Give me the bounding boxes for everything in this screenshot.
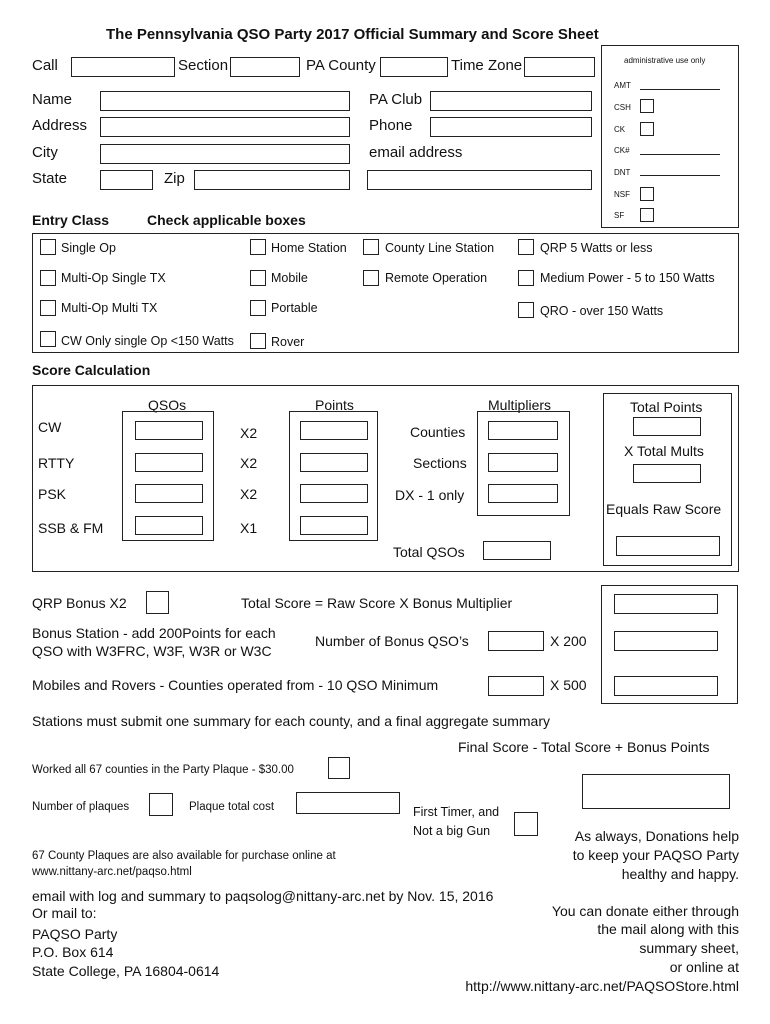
admin-csh-label: CSH — [614, 103, 631, 112]
home-station-checkbox[interactable] — [250, 239, 266, 255]
num-bonus-qsos-label: Number of Bonus QSO’s — [315, 633, 469, 649]
admin-ck-label: CK — [614, 125, 626, 134]
county-line-label: County Line Station — [385, 241, 495, 255]
email-instructions: email with log and summary to paqsolog@nittany-arc.net by Nov. 15, 2016 — [32, 888, 494, 904]
qsos-rtty-field[interactable] — [135, 453, 203, 472]
points-heading: Points — [315, 397, 354, 413]
points-psk-field[interactable] — [300, 484, 368, 503]
factor-ssb: X1 — [240, 520, 258, 536]
entry-class-subheading: Check applicable boxes — [147, 212, 306, 228]
email-label: email address — [369, 144, 463, 161]
city-field[interactable] — [100, 144, 350, 164]
home-station-label: Home Station — [271, 241, 347, 255]
bonus-station-line2: QSO with W3FRC, W3F, W3R or W3C — [32, 643, 272, 659]
multi-op-single-tx-label: Multi-Op Single TX — [61, 271, 166, 285]
admin-dnt-line[interactable] — [640, 175, 720, 176]
single-op-checkbox[interactable] — [40, 239, 56, 255]
qrp-bonus-label: QRP Bonus X2 — [32, 595, 127, 611]
counties-label: Counties — [410, 424, 466, 440]
mode-cw: CW — [38, 419, 62, 435]
plaque-cost-label: Plaque total cost — [189, 801, 275, 813]
mode-ssb-fm: SSB & FM — [38, 520, 104, 536]
admin-nsf-label: NSF — [614, 190, 630, 199]
state-field[interactable] — [100, 170, 153, 190]
page-title: The Pennsylvania QSO Party 2017 Official Summary and Score Sheet — [106, 26, 599, 43]
num-plaques-field[interactable] — [149, 793, 173, 816]
zip-label: Zip — [164, 170, 185, 187]
admin-amt-line[interactable] — [640, 89, 720, 90]
medium-power-label: Medium Power - 5 to 150 Watts — [540, 271, 715, 285]
total-qsos-label: Total QSOs — [393, 544, 465, 560]
points-cw-field[interactable] — [300, 421, 368, 440]
portable-checkbox[interactable] — [250, 300, 266, 316]
admin-sf-label: SF — [614, 211, 625, 220]
mobile-label: Mobile — [271, 271, 308, 285]
raw-score-field[interactable] — [616, 536, 720, 556]
qrp-bonus-checkbox[interactable] — [146, 591, 169, 614]
sections-field[interactable] — [488, 453, 558, 472]
multi-op-multi-tx-label: Multi-Op Multi TX — [61, 301, 158, 315]
total-score-field[interactable] — [614, 594, 718, 614]
mobiles-counties-field[interactable] — [488, 676, 544, 696]
admin-heading: administrative use only — [624, 56, 706, 65]
factor-psk: X2 — [240, 486, 258, 502]
donations-line1: As always, Donations help — [574, 828, 739, 844]
donations-url[interactable]: http://www.nittany-arc.net/PAQSOStore.html — [465, 978, 739, 994]
factor-rtty: X2 — [240, 455, 258, 471]
total-qsos-field[interactable] — [483, 541, 551, 560]
score-calc-heading: Score Calculation — [32, 362, 151, 378]
admin-nsf-checkbox[interactable] — [640, 187, 654, 201]
factor-cw: X2 — [240, 425, 258, 441]
pa-club-label: PA Club — [369, 91, 423, 108]
plaque-cost-field[interactable] — [296, 792, 400, 814]
donations-line4: You can donate either through — [551, 903, 739, 919]
multi-op-multi-tx-checkbox[interactable] — [40, 300, 56, 316]
state-label: State — [32, 170, 68, 187]
donations-line2: to keep your PAQSO Party — [572, 847, 739, 863]
qsos-ssb-field[interactable] — [135, 516, 203, 535]
qrp-checkbox[interactable] — [518, 239, 534, 255]
admin-box — [601, 45, 739, 228]
name-field[interactable] — [100, 91, 350, 111]
multi-op-single-tx-checkbox[interactable] — [40, 270, 56, 286]
single-op-label: Single Op — [61, 241, 116, 255]
first-timer-line1: First Timer, and — [413, 805, 500, 819]
city-label: City — [32, 144, 58, 161]
x200-label: X 200 — [550, 633, 587, 649]
donations-line6: summary sheet, — [639, 940, 739, 956]
section-field[interactable] — [230, 57, 300, 77]
total-points-label: Total Points — [630, 399, 703, 415]
donations-line7: or online at — [669, 959, 739, 975]
mailing-city: State College, PA 16804-0614 — [32, 963, 220, 979]
admin-sf-checkbox[interactable] — [640, 208, 654, 222]
multipliers-heading: Multipliers — [488, 397, 552, 413]
county-plaques-line2: www.nittany-arc.net/paqso.html — [32, 866, 192, 878]
county-plaques-line1: 67 County Plaques are also available for purchase online at — [32, 850, 336, 862]
name-label: Name — [32, 91, 73, 108]
points-rtty-field[interactable] — [300, 453, 368, 472]
qsos-cw-field[interactable] — [135, 421, 203, 440]
final-score-field[interactable] — [582, 774, 730, 809]
phone-field[interactable] — [430, 117, 592, 137]
section-label: Section — [178, 57, 229, 74]
total-points-field[interactable] — [633, 417, 701, 436]
mode-rtty: RTTY — [38, 455, 75, 471]
phone-label: Phone — [369, 117, 413, 134]
dx-field[interactable] — [488, 484, 558, 503]
x500-label: X 500 — [550, 677, 587, 693]
qsos-psk-field[interactable] — [135, 484, 203, 503]
first-timer-line2: Not a big Gun — [413, 824, 491, 838]
total-mults-field[interactable] — [633, 464, 701, 483]
worked-all-label: Worked all 67 counties in the Party Plaque - $30.00 — [32, 764, 294, 776]
cw-only-checkbox[interactable] — [40, 331, 56, 347]
portable-label: Portable — [271, 301, 318, 315]
sections-label: Sections — [413, 455, 467, 471]
admin-ckno-line[interactable] — [640, 154, 720, 155]
submit-note: Stations must submit one summary for each county, and a final aggregate summary — [32, 713, 550, 729]
cw-only-label: CW Only single Op <150 Watts — [61, 334, 234, 348]
first-timer-checkbox[interactable] — [514, 812, 538, 836]
donations-line5: the mail along with this — [597, 921, 739, 937]
or-mail-to: Or mail to: — [32, 905, 97, 921]
donations-line3: healthy and happy. — [621, 866, 739, 882]
call-field[interactable] — [71, 57, 175, 77]
mailing-name: PAQSO Party — [32, 926, 118, 942]
mobile-checkbox[interactable] — [250, 270, 266, 286]
total-score-formula: Total Score = Raw Score X Bonus Multiplier — [241, 595, 513, 611]
rover-label: Rover — [271, 335, 305, 349]
address-label: Address — [32, 117, 88, 134]
call-label: Call — [32, 57, 58, 74]
worked-all-checkbox[interactable] — [328, 757, 350, 779]
pa-county-label: PA County — [306, 57, 376, 74]
mailing-box: P.O. Box 614 — [32, 944, 114, 960]
medium-power-checkbox[interactable] — [518, 270, 534, 286]
admin-amt-label: AMT — [614, 81, 631, 90]
remote-operation-label: Remote Operation — [385, 271, 488, 285]
time-zone-label: Time Zone — [451, 57, 523, 74]
final-score-label: Final Score - Total Score + Bonus Points — [458, 739, 710, 755]
qro-checkbox[interactable] — [518, 302, 534, 318]
num-bonus-qsos-field[interactable] — [488, 631, 544, 651]
num-plaques-label: Number of plaques — [32, 801, 130, 813]
points-ssb-field[interactable] — [300, 516, 368, 535]
pa-club-field[interactable] — [430, 91, 592, 111]
admin-dnt-label: DNT — [614, 168, 631, 177]
counties-field[interactable] — [488, 421, 558, 440]
remote-operation-checkbox[interactable] — [363, 270, 379, 286]
admin-ck-checkbox[interactable] — [640, 122, 654, 136]
admin-csh-checkbox[interactable] — [640, 99, 654, 113]
bonus-station-points-field[interactable] — [614, 631, 718, 651]
zip-field[interactable] — [194, 170, 350, 190]
mobiles-rovers-label: Mobiles and Rovers - Counties operated from - 10 QSO Minimum — [32, 677, 439, 693]
mobile-bonus-points-field[interactable] — [614, 676, 718, 696]
qsos-heading: QSOs — [148, 397, 187, 413]
email-field[interactable] — [367, 170, 592, 190]
admin-ckno-label: CK# — [614, 146, 630, 155]
county-line-checkbox[interactable] — [363, 239, 379, 255]
mode-psk: PSK — [38, 486, 67, 502]
qrp-label: QRP 5 Watts or less — [540, 241, 653, 255]
equals-raw-label: Equals Raw Score — [606, 501, 722, 517]
pa-county-field[interactable] — [380, 57, 448, 77]
bonus-station-line1: Bonus Station - add 200Points for each — [32, 625, 276, 641]
qro-label: QRO - over 150 Watts — [540, 304, 664, 318]
x-total-mults-label: X Total Mults — [624, 443, 704, 459]
rover-checkbox[interactable] — [250, 333, 266, 349]
time-zone-field[interactable] — [524, 57, 595, 77]
address-field[interactable] — [100, 117, 350, 137]
dx-label: DX - 1 only — [395, 487, 465, 503]
entry-class-heading: Entry Class — [32, 212, 110, 228]
